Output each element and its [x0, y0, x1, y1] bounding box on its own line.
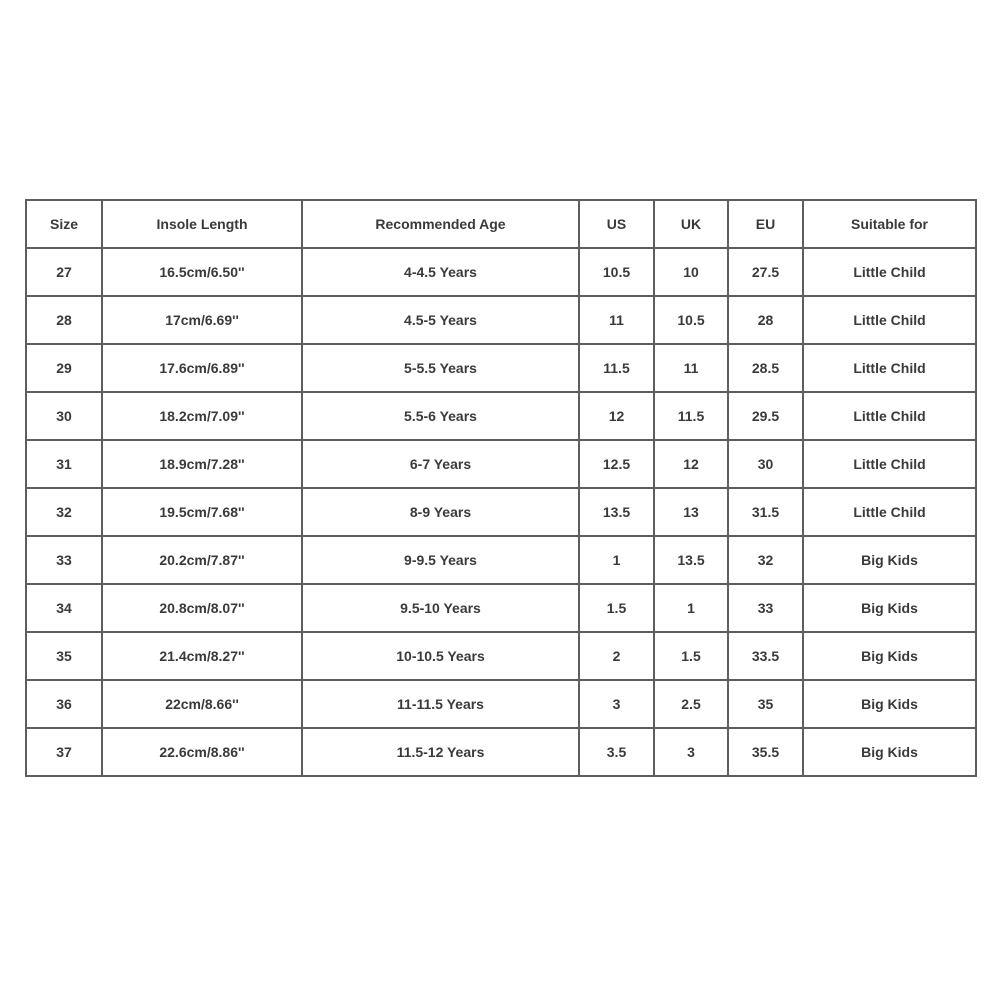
table-row	[26, 584, 976, 632]
table-row	[26, 488, 976, 536]
cell-suitable-for: Little Child	[803, 440, 976, 488]
cell-recommended-age: 4-4.5 Years	[302, 248, 579, 296]
table-row	[26, 392, 976, 440]
cell-suitable-for: Big Kids	[803, 584, 976, 632]
cell-suitable-for: Big Kids	[803, 536, 976, 584]
cell-recommended-age: 9.5-10 Years	[302, 584, 579, 632]
header-us: US	[579, 200, 654, 248]
cell-insole-length: 17.6cm/6.89''	[102, 344, 302, 392]
cell-suitable-for: Big Kids	[803, 680, 976, 728]
cell-insole-length: 20.2cm/7.87''	[102, 536, 302, 584]
table-row	[26, 680, 976, 728]
cell-insole-length: 21.4cm/8.27''	[102, 632, 302, 680]
header-uk: UK	[654, 200, 728, 248]
cell-uk: 3	[654, 728, 728, 776]
cell-recommended-age: 5-5.5 Years	[302, 344, 579, 392]
header-insole-length: Insole Length	[102, 200, 302, 248]
cell-suitable-for: Little Child	[803, 344, 976, 392]
cell-size: 37	[26, 728, 102, 776]
cell-recommended-age: 11-11.5 Years	[302, 680, 579, 728]
cell-uk: 13	[654, 488, 728, 536]
cell-suitable-for: Big Kids	[803, 728, 976, 776]
cell-eu: 33	[728, 584, 803, 632]
cell-us: 11	[579, 296, 654, 344]
cell-us: 12	[579, 392, 654, 440]
cell-recommended-age: 8-9 Years	[302, 488, 579, 536]
cell-recommended-age: 4.5-5 Years	[302, 296, 579, 344]
cell-uk: 13.5	[654, 536, 728, 584]
cell-insole-length: 19.5cm/7.68''	[102, 488, 302, 536]
cell-suitable-for: Little Child	[803, 392, 976, 440]
cell-suitable-for: Little Child	[803, 488, 976, 536]
cell-recommended-age: 10-10.5 Years	[302, 632, 579, 680]
cell-insole-length: 22cm/8.66''	[102, 680, 302, 728]
cell-us: 3	[579, 680, 654, 728]
table-row	[26, 248, 976, 296]
cell-eu: 28.5	[728, 344, 803, 392]
cell-size: 35	[26, 632, 102, 680]
cell-uk: 1	[654, 584, 728, 632]
header-recommended-age: Recommended Age	[302, 200, 579, 248]
cell-size: 34	[26, 584, 102, 632]
cell-recommended-age: 5.5-6 Years	[302, 392, 579, 440]
cell-size: 30	[26, 392, 102, 440]
cell-eu: 29.5	[728, 392, 803, 440]
header-eu: EU	[728, 200, 803, 248]
cell-eu: 32	[728, 536, 803, 584]
cell-us: 13.5	[579, 488, 654, 536]
table-header-row	[26, 200, 976, 248]
cell-eu: 30	[728, 440, 803, 488]
cell-suitable-for: Big Kids	[803, 632, 976, 680]
cell-insole-length: 17cm/6.69''	[102, 296, 302, 344]
table-row	[26, 296, 976, 344]
cell-size: 31	[26, 440, 102, 488]
table-row	[26, 728, 976, 776]
cell-us: 1	[579, 536, 654, 584]
cell-uk: 11	[654, 344, 728, 392]
cell-size: 32	[26, 488, 102, 536]
cell-size: 28	[26, 296, 102, 344]
table-row	[26, 344, 976, 392]
cell-uk: 12	[654, 440, 728, 488]
cell-eu: 31.5	[728, 488, 803, 536]
cell-size: 36	[26, 680, 102, 728]
table-row	[26, 440, 976, 488]
cell-recommended-age: 6-7 Years	[302, 440, 579, 488]
cell-recommended-age: 11.5-12 Years	[302, 728, 579, 776]
cell-insole-length: 22.6cm/8.86''	[102, 728, 302, 776]
cell-eu: 35	[728, 680, 803, 728]
cell-uk: 2.5	[654, 680, 728, 728]
cell-eu: 33.5	[728, 632, 803, 680]
cell-uk: 11.5	[654, 392, 728, 440]
cell-us: 2	[579, 632, 654, 680]
size-chart	[25, 199, 975, 777]
header-size: Size	[26, 200, 102, 248]
cell-insole-length: 18.9cm/7.28''	[102, 440, 302, 488]
cell-eu: 27.5	[728, 248, 803, 296]
cell-size: 33	[26, 536, 102, 584]
cell-insole-length: 16.5cm/6.50''	[102, 248, 302, 296]
size-table	[25, 199, 977, 777]
cell-insole-length: 18.2cm/7.09''	[102, 392, 302, 440]
cell-size: 29	[26, 344, 102, 392]
cell-us: 10.5	[579, 248, 654, 296]
header-suitable-for: Suitable for	[803, 200, 976, 248]
cell-suitable-for: Little Child	[803, 248, 976, 296]
cell-us: 12.5	[579, 440, 654, 488]
cell-eu: 28	[728, 296, 803, 344]
cell-suitable-for: Little Child	[803, 296, 976, 344]
cell-us: 1.5	[579, 584, 654, 632]
cell-recommended-age: 9-9.5 Years	[302, 536, 579, 584]
cell-uk: 10	[654, 248, 728, 296]
table-row	[26, 536, 976, 584]
cell-size: 27	[26, 248, 102, 296]
cell-us: 11.5	[579, 344, 654, 392]
cell-eu: 35.5	[728, 728, 803, 776]
cell-insole-length: 20.8cm/8.07''	[102, 584, 302, 632]
table-row	[26, 632, 976, 680]
cell-uk: 10.5	[654, 296, 728, 344]
cell-us: 3.5	[579, 728, 654, 776]
cell-uk: 1.5	[654, 632, 728, 680]
